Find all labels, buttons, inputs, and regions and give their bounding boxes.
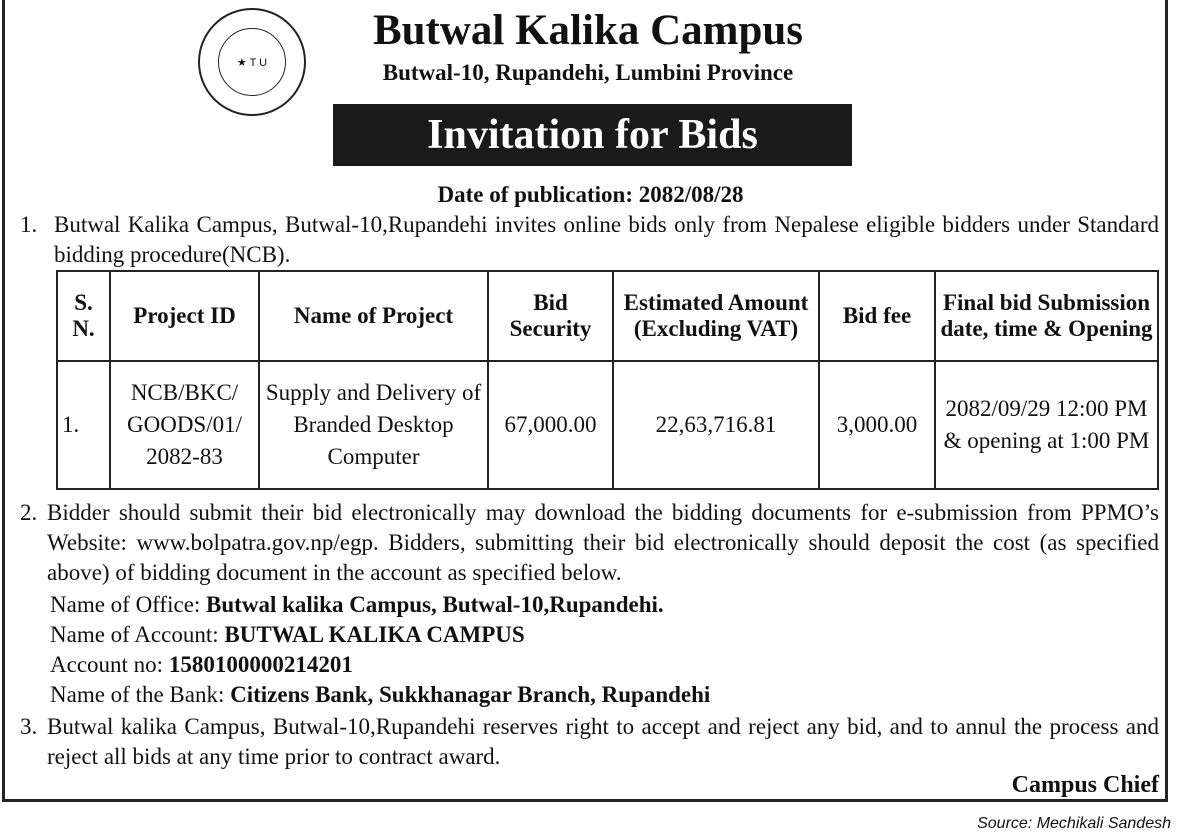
label: Name of the Bank: [50,682,231,707]
value: Citizens Bank, Sukkhanagar Branch, Rupandehi [230,682,711,707]
publication-date: Date of publication: 2082/08/28 [437,182,744,207]
banner-heading: Invitation for Bids [333,104,852,166]
signature: Campus Chief [1011,772,1159,798]
paragraph-1: Butwal Kalika Campus, Butwal-10,Rupandehi invites online bids only from Nepalese eligible bidders under Standard bidding procedure(NCB). [54,212,1159,267]
cell: 67,000.00 [488,361,613,489]
label: Name of Office: [50,592,207,617]
campus-logo [198,8,306,116]
paragraph-3: Butwal kalika Campus, Butwal-10,Rupandehi reserves right to accept and reject any bid, and to annul the process and reject all bids at any time prior to contract award. [47,714,1159,769]
account-line [50,620,525,650]
source-credit: Source: Mechikali Sandesh [977,815,1171,832]
page-title: Butwal Kalika Campus [372,7,804,54]
para-number: 3. [20,714,38,739]
cell: Supply and Delivery of Branded Desktop Computer [259,361,488,489]
logo-emblem: ★ T U [218,28,286,96]
col-header: Estimated Amount (Excluding VAT) [613,271,819,361]
col-header: Name of Project [259,271,488,361]
col-header: Bid Security [488,271,613,361]
account-line [50,590,664,620]
account-line [50,650,353,680]
col-header: S. N. [57,271,110,361]
cell: 1. [57,361,110,489]
col-header: Bid fee [819,271,935,361]
para-number: 2. [20,500,38,525]
paragraph-2: Bidder should submit their bid electronically may download the bidding documents for e-submission from PPMO’s Website: www.bolpatra.gov.np/egp. Bidders, submitting their bid electronically should deposit the cost (as specified above) of bidding document in the account as specified below. [47,500,1159,585]
account-line [50,680,710,710]
label: Name of Account: [50,622,225,647]
cell: 2082/09/29 12:00 PM & opening at 1:00 PM [935,361,1158,489]
cell: 22,63,716.81 [613,361,819,489]
label: Account no: [50,652,169,677]
para-number: 1. [20,212,38,237]
cell: NCB/BKC/ GOODS/01/ 2082-83 [110,361,259,489]
table-row [57,361,1158,489]
bid-table [56,270,1159,490]
value: Butwal kalika Campus, Butwal-10,Rupandehi. [206,592,664,617]
table-header-row [57,271,1158,361]
value: 1580100000214201 [168,652,353,677]
address: Butwal-10, Rupandehi, Lumbini Province [382,60,794,85]
value: BUTWAL KALIKA CAMPUS [224,622,525,647]
cell: 3,000.00 [819,361,935,489]
col-header: Final bid Submission date, time & Opening [935,271,1158,361]
col-header: Project ID [110,271,259,361]
